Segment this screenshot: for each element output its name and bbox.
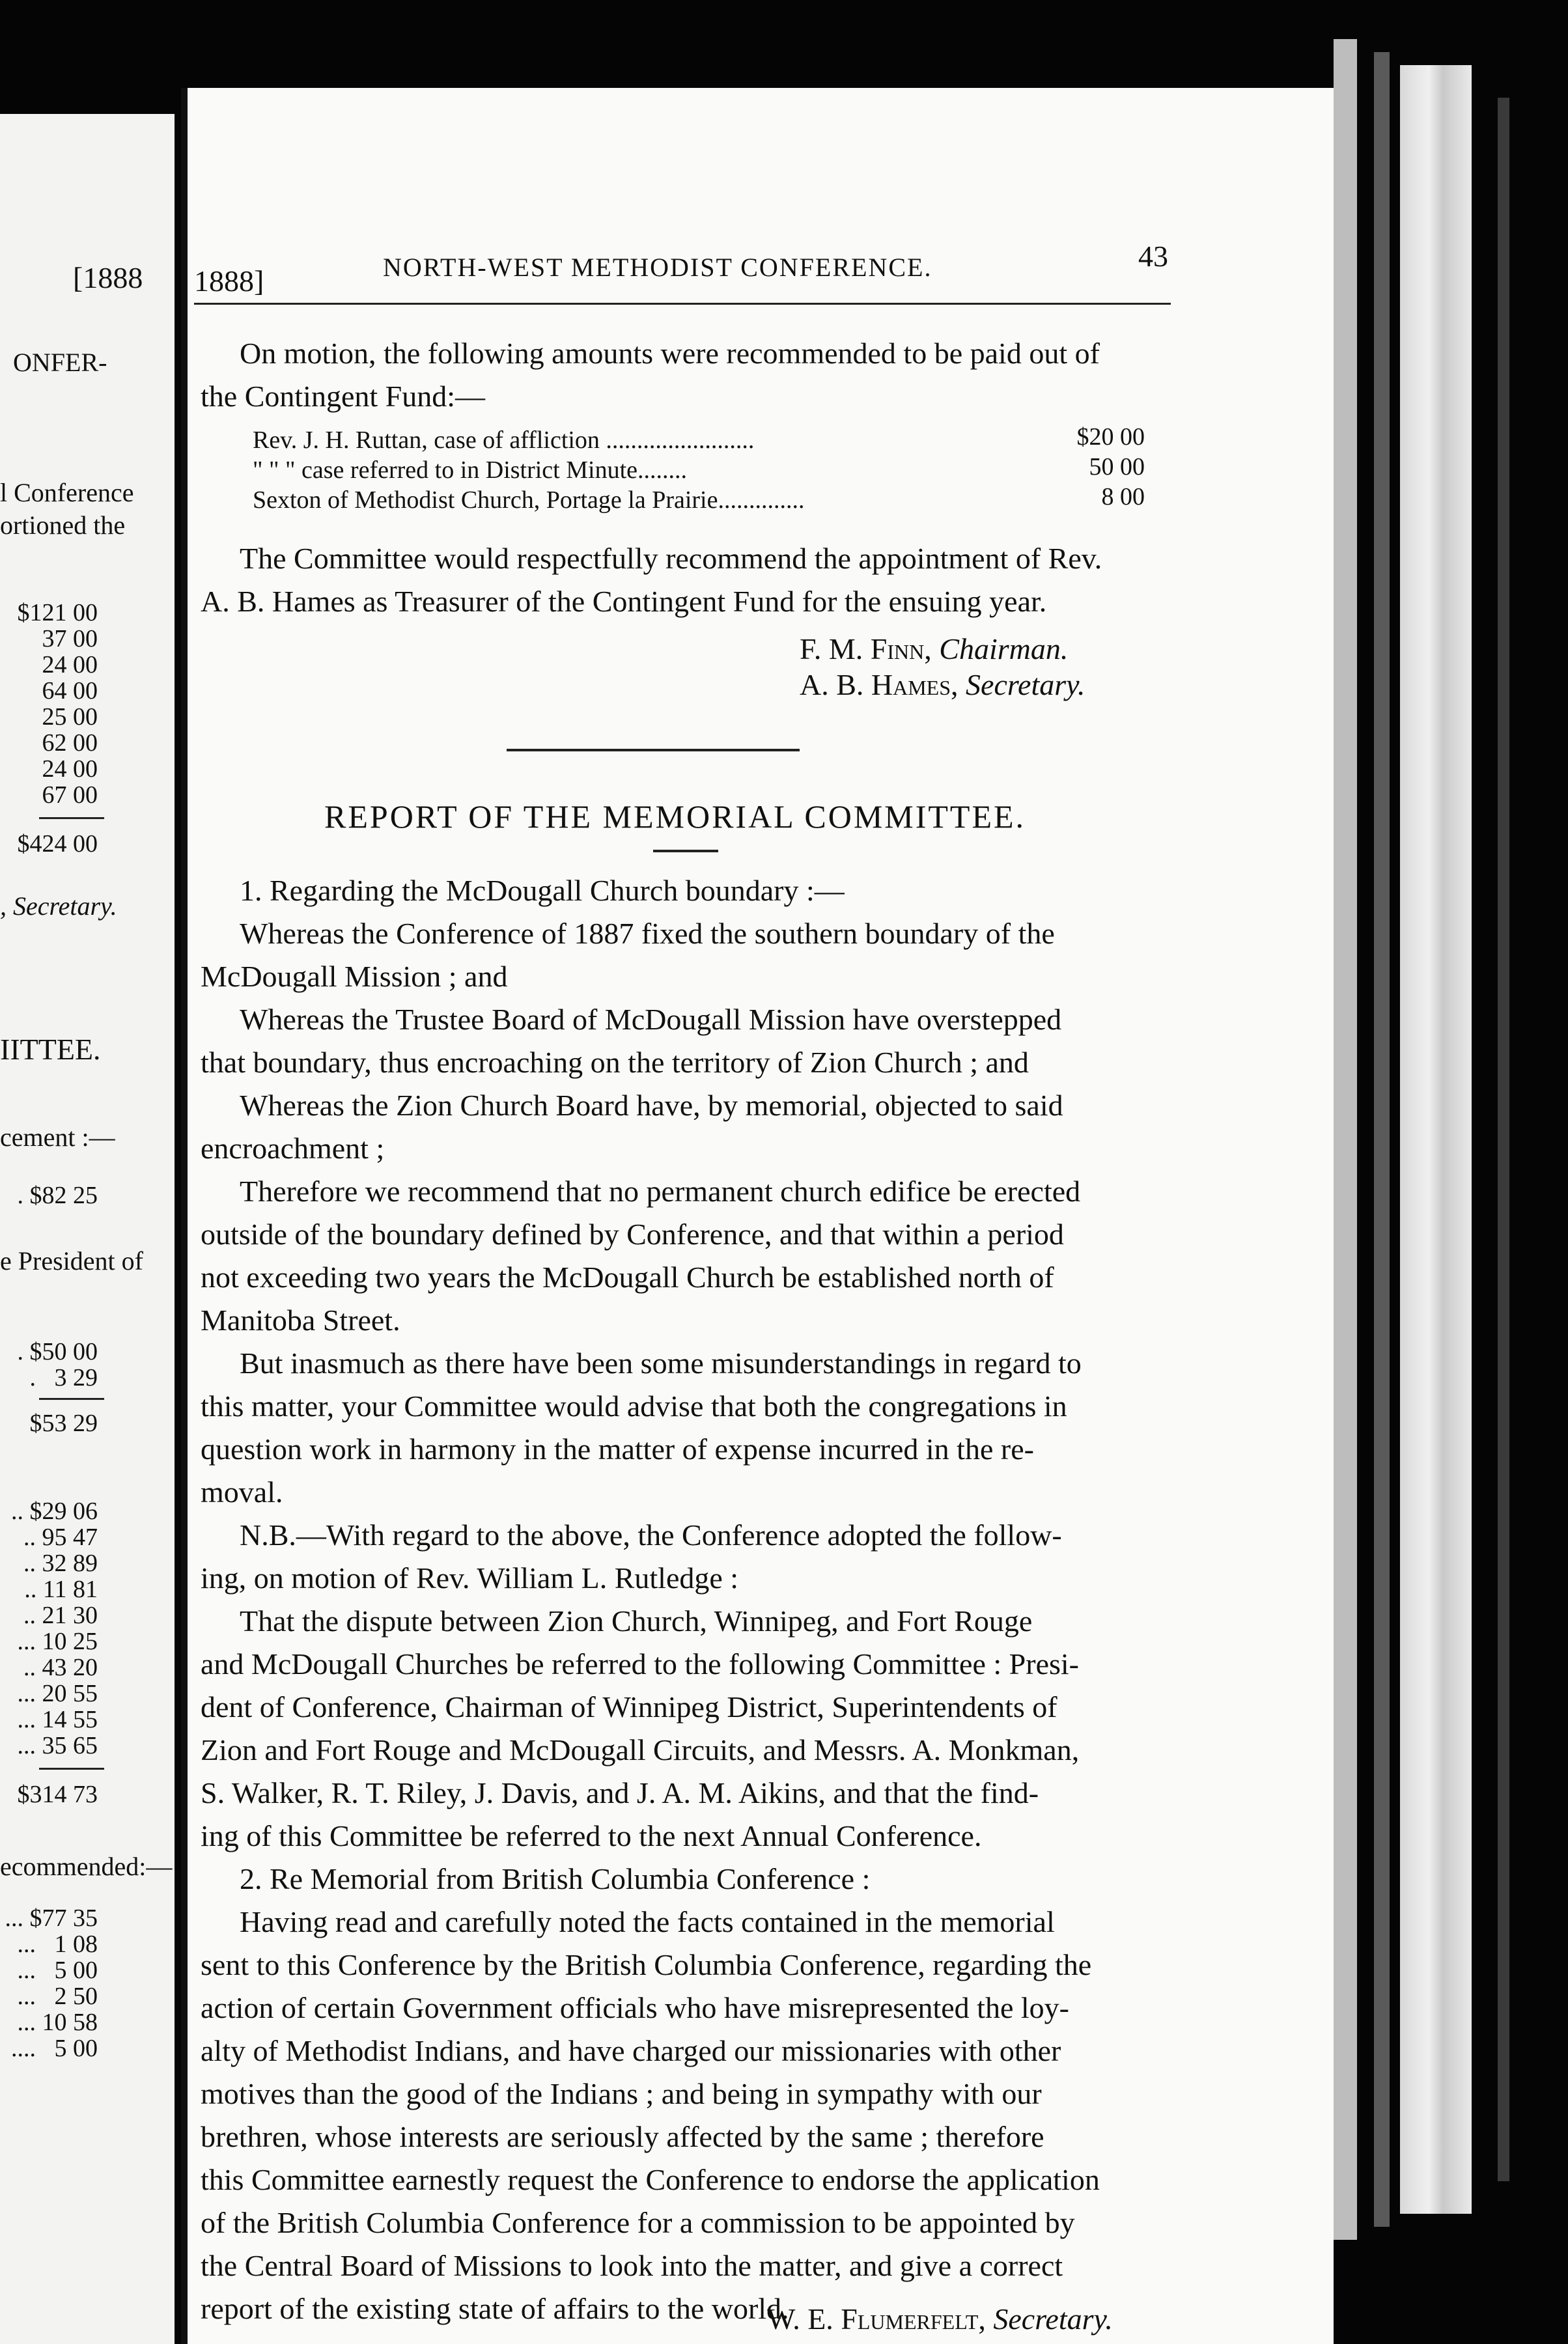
left-amount: ... 10 25 bbox=[17, 1628, 98, 1655]
paragraph-line: of the British Columbia Conference for a commission to be appointed by bbox=[201, 2206, 1075, 2239]
running-header-title: NORTH-WEST METHODIST CONFERENCE. bbox=[383, 253, 932, 282]
contingent-item-amount: $20 00 bbox=[1076, 423, 1145, 451]
left-amount: 37 00 bbox=[42, 625, 98, 652]
recommendation-text: A. B. Hames as Treasurer of the Contingent Fund for the ensuing year. bbox=[201, 585, 1047, 618]
left-amount: .. 11 81 bbox=[24, 1576, 98, 1603]
left-cement: cement :— bbox=[0, 1123, 115, 1152]
header-rule bbox=[194, 303, 1171, 305]
paragraph-line: Manitoba Street. bbox=[201, 1304, 400, 1337]
paragraph-line: brethren, whose interests are seriously affected by the same ; therefore bbox=[201, 2120, 1044, 2153]
left-amount: 25 00 bbox=[42, 703, 98, 731]
contingent-item-label: Rev. J. H. Ruttan, case of affliction ........................ bbox=[253, 426, 755, 454]
recommendation-text: The Committee would respectfully recommend the appointment of Rev. bbox=[240, 542, 1102, 575]
page-number: 43 bbox=[1138, 240, 1168, 273]
paragraph-line: 1. Regarding the McDougall Church boundary :— bbox=[240, 874, 845, 907]
left-amount: .... 5 00 bbox=[11, 2035, 98, 2062]
left-amount: 64 00 bbox=[42, 677, 98, 705]
left-amount: ... 10 58 bbox=[17, 2009, 98, 2036]
paragraph-line: that boundary, thus encroaching on the territory of Zion Church ; and bbox=[201, 1046, 1029, 1079]
paragraph-line: dent of Conference, Chairman of Winnipeg District, Superintendents of bbox=[201, 1690, 1057, 1723]
left-amount: 24 00 bbox=[42, 651, 98, 678]
page-edge bbox=[1374, 52, 1390, 2227]
contingent-item-label: " " " case referred to in District Minute........ bbox=[253, 456, 688, 484]
signatory-name: W. E. Flumerfelt, bbox=[767, 2302, 986, 2336]
left-amount: .. 32 89 bbox=[23, 1550, 98, 1577]
page-edge bbox=[1334, 39, 1357, 2240]
left-conf: ONFER- bbox=[13, 348, 107, 377]
signatory-name: A. B. Hames, bbox=[800, 668, 959, 701]
signature-chairman bbox=[800, 632, 1068, 666]
contingent-intro: On motion, the following amounts were recommended to be paid out of bbox=[240, 337, 1100, 370]
left-total: $314 73 bbox=[17, 1781, 98, 1808]
left-total-rule bbox=[39, 1768, 104, 1770]
paragraph-line: But inasmuch as there have been some misunderstandings in regard to bbox=[240, 1346, 1082, 1380]
left-amount: .. 43 20 bbox=[23, 1654, 98, 1681]
contingent-item-amount: 50 00 bbox=[1089, 453, 1145, 481]
left-amount: . 3 29 bbox=[29, 1364, 98, 1391]
left-amount: 24 00 bbox=[42, 755, 98, 783]
paragraph-line: outside of the boundary defined by Conference, and that within a period bbox=[201, 1218, 1064, 1251]
paragraph-line: the Central Board of Missions to look into the matter, and give a correct bbox=[201, 2249, 1063, 2282]
paragraph-line: this Committee earnestly request the Conference to endorse the application bbox=[201, 2163, 1100, 2196]
left-amount: ... 35 65 bbox=[17, 1732, 98, 1759]
left-total-rule bbox=[39, 817, 104, 819]
left-amount: $121 00 bbox=[17, 599, 98, 626]
left-amount: ... 2 50 bbox=[17, 1983, 98, 2010]
left-header: [1888 bbox=[73, 261, 143, 294]
paragraph-line: this matter, your Committee would advise that both the congregations in bbox=[201, 1389, 1067, 1423]
left-amount: ... 20 55 bbox=[17, 1680, 98, 1707]
title-underline bbox=[653, 850, 718, 852]
paragraph-line: 2. Re Memorial from British Columbia Conference : bbox=[240, 1862, 871, 1895]
paragraph-line: question work in harmony in the matter of expense incurred in the re- bbox=[201, 1432, 1034, 1466]
signatory-role: Secretary. bbox=[966, 668, 1085, 701]
left-total: $424 00 bbox=[17, 830, 98, 858]
paragraph-line: S. Walker, R. T. Riley, J. Davis, and J. A. M. Aikins, and that the find- bbox=[201, 1776, 1039, 1809]
page-edge bbox=[1400, 65, 1472, 2214]
paragraph-line: report of the existing state of affairs to the world. bbox=[201, 2292, 789, 2325]
page-spine bbox=[181, 88, 188, 2344]
contingent-intro: the Contingent Fund:— bbox=[201, 380, 485, 413]
left-president: e President of bbox=[0, 1246, 143, 1276]
section-divider bbox=[507, 749, 800, 751]
left-amount: ... $77 35 bbox=[5, 1904, 98, 1932]
paragraph-line: encroachment ; bbox=[201, 1132, 385, 1165]
paragraph-line: McDougall Mission ; and bbox=[201, 960, 508, 993]
section-title: REPORT OF THE MEMORIAL COMMITTEE. bbox=[324, 798, 1026, 835]
left-recommended: ecommended:— bbox=[0, 1852, 173, 1881]
left-amount: . $82 25 bbox=[17, 1182, 98, 1209]
paragraph-line: alty of Methodist Indians, and have charged our missionaries with other bbox=[201, 2034, 1061, 2067]
left-line-2: ortioned the bbox=[0, 510, 126, 540]
left-amount: . $50 00 bbox=[17, 1338, 98, 1365]
paragraph-line: motives than the good of the Indians ; and being in sympathy with our bbox=[201, 2077, 1042, 2110]
paragraph-line: Therefore we recommend that no permanent church edifice be erected bbox=[240, 1175, 1081, 1208]
left-total-rule bbox=[39, 1398, 104, 1400]
paragraph-line: not exceeding two years the McDougall Church be established north of bbox=[201, 1261, 1054, 1294]
left-amount: .. 95 47 bbox=[23, 1524, 98, 1551]
left-amount: ... 5 00 bbox=[17, 1957, 98, 1984]
left-mittee: IITTEE. bbox=[0, 1033, 101, 1066]
page-edge bbox=[1498, 98, 1509, 2181]
left-amount: ... 1 08 bbox=[17, 1931, 98, 1958]
paragraph-line: action of certain Government officials who have misrepresented the loy- bbox=[201, 1991, 1069, 2024]
left-secretary: , Secretary. bbox=[0, 891, 117, 921]
paragraph-line: Whereas the Conference of 1887 fixed the southern boundary of the bbox=[240, 917, 1055, 950]
paragraph-line: ing, on motion of Rev. William L. Rutledge : bbox=[201, 1561, 739, 1595]
paragraph-line: moval. bbox=[201, 1475, 283, 1509]
signatory-role: Chairman. bbox=[939, 632, 1069, 665]
paragraph-line: N.B.—With regard to the above, the Conference adopted the follow- bbox=[240, 1518, 1062, 1552]
left-amount: 67 00 bbox=[42, 781, 98, 809]
signatory-name: F. M. Finn, bbox=[800, 632, 932, 665]
paragraph-line: Zion and Fort Rouge and McDougall Circuits, and Messrs. A. Monkman, bbox=[201, 1733, 1080, 1766]
contingent-item-label: Sexton of Methodist Church, Portage la Prairie.............. bbox=[253, 486, 805, 514]
left-page bbox=[0, 114, 175, 2344]
signature-secretary bbox=[800, 667, 1085, 702]
left-line-1: l Conference bbox=[0, 478, 134, 507]
left-total: $53 29 bbox=[29, 1410, 98, 1437]
left-amount: ... 14 55 bbox=[17, 1706, 98, 1733]
contingent-item-amount: 8 00 bbox=[1101, 483, 1145, 510]
paragraph-line: Whereas the Zion Church Board have, by memorial, objected to said bbox=[240, 1089, 1063, 1122]
left-amount: 62 00 bbox=[42, 729, 98, 757]
left-amount: .. 21 30 bbox=[23, 1602, 98, 1629]
left-amount: .. $29 06 bbox=[11, 1498, 98, 1525]
paragraph-line: and McDougall Churches be referred to the following Committee : Presi- bbox=[201, 1647, 1079, 1681]
paragraph-line: ing of this Committee be referred to the next Annual Conference. bbox=[201, 1819, 982, 1852]
paragraph-line: Whereas the Trustee Board of McDougall Mission have overstepped bbox=[240, 1003, 1062, 1036]
main-page bbox=[181, 88, 1334, 2344]
paragraph-line: Having read and carefully noted the facts contained in the memorial bbox=[240, 1905, 1055, 1938]
paragraph-line: sent to this Conference by the British Columbia Conference, regarding the bbox=[201, 1948, 1092, 1981]
signatory-role: Secretary. bbox=[993, 2302, 1113, 2336]
running-header-year: 1888] bbox=[194, 264, 264, 298]
signature-memorial-secretary bbox=[767, 2302, 1113, 2336]
paragraph-line: That the dispute between Zion Church, Winnipeg, and Fort Rouge bbox=[240, 1604, 1033, 1638]
